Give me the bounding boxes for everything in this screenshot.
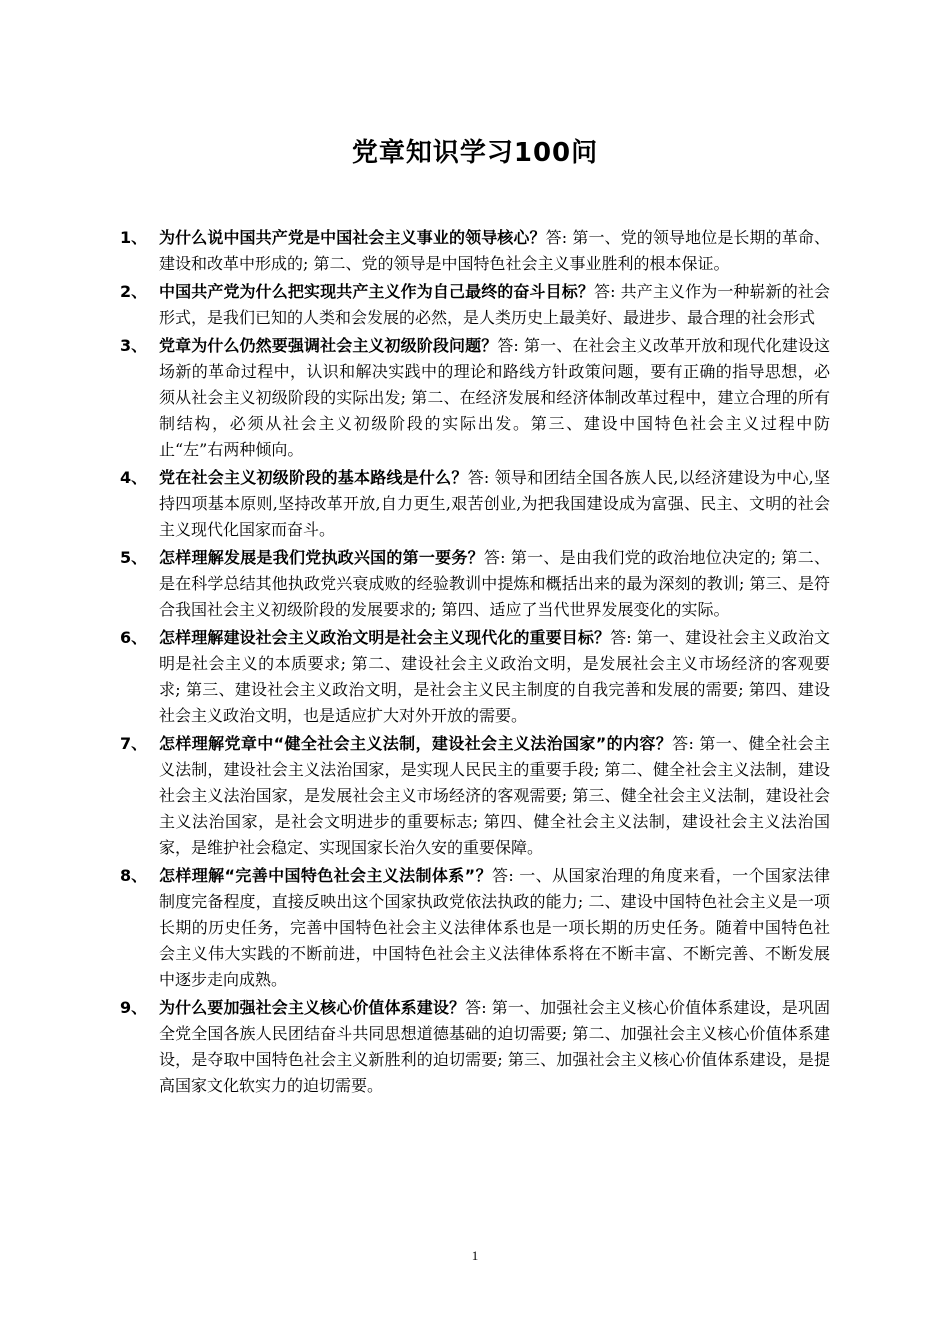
- item-number: 3、: [120, 336, 148, 355]
- answer: 答: 第一、健全社会主义法制，建设社会主义法治国家，是实现人民民主的重要手段; 第二、健全社会主义法制，建设社会主义法治国家，是发展社会主义市场经济的客观需要; 第三、健全社会主义法制，建设社会主义法治国家，是社会文明进步的重要标志; 第四、健全社会主义法制，建设社会主义法治国家，是维护社会稳定、实现国家长治久安的重要保障。: [159, 734, 830, 857]
- qa-item: [120, 225, 830, 277]
- question: 为什么说中国共产党是中国社会主义事业的领导核心？: [159, 228, 546, 247]
- item-number: 2、: [120, 282, 148, 301]
- qa-item: [120, 995, 830, 1099]
- qa-list: [120, 225, 830, 1101]
- question: 党在社会主义初级阶段的基本路线是什么？: [159, 468, 468, 487]
- answer: 答: 共产主义作为一种崭新的社会形式，是我们已知的人类和会发展的必然，是人类历史上最美好、最进步、最合理的社会形式: [159, 282, 830, 327]
- question: 党章为什么仍然要强调社会主义初级阶段问题？: [159, 336, 498, 355]
- qa-item: [120, 731, 830, 861]
- document-title: 党章知识学习100问: [351, 138, 599, 168]
- qa-item: [120, 545, 830, 623]
- page-number: 1: [471, 1248, 479, 1263]
- question: 怎样理解发展是我们党执政兴国的第一要务？: [159, 548, 484, 567]
- answer: 答: 第一、党的领导地位是长期的革命、建设和改革中形成的; 第二、党的领导是中国特色社会主义事业胜利的根本保证。: [159, 228, 830, 273]
- item-number: 4、: [120, 468, 148, 487]
- answer: 答: 第一、在社会主义改革开放和现代化建设这场新的革命过程中，认识和解决实践中的理论和路线方针政策问题，要有正确的指导思想，必须从社会主义初级阶段的实际出发; 第二、在经济发展和经济体制改革过程中，建立合理的所有制结构，必须从社会主义初级阶段的实际出发。第三、建设中国特色社会主义过程中防止“左”右两种倾向。: [159, 336, 830, 459]
- answer: 答: 第一、是由我们党的政治地位决定的; 第二、是在科学总结其他执政党兴衰成败的经验教训中提炼和概括出来的最为深刻的教训; 第三、是符合我国社会主义初级阶段的发展要求的; 第四、适应了当代世界发展变化的实际。: [159, 548, 830, 619]
- question: 为什么要加强社会主义核心价值体系建设？: [159, 998, 466, 1017]
- question: 中国共产党为什么把实现共产主义作为自己最终的奋斗目标？: [159, 282, 594, 301]
- answer: 答: 领导和团结全国各族人民,以经济建设为中心,坚持四项基本原则,坚持改革开放,自力更生,艰苦创业,为把我国建设成为富强、民主、文明的社会主义现代化国家而奋斗。: [159, 468, 830, 539]
- question: 怎样理解建设社会主义政治文明是社会主义现代化的重要目标？: [159, 628, 611, 647]
- item-number: 7、: [120, 734, 148, 753]
- item-number: 6、: [120, 628, 148, 647]
- qa-item: [120, 279, 830, 331]
- answer: 答: 第一、建设社会主义政治文明是社会主义的本质要求; 第二、建设社会主义政治文明，是发展社会主义市场经济的客观要求; 第三、建设社会主义政治文明，是社会主义民主制度的自我完善和发展的需要; 第四、建设社会主义政治文明，也是适应扩大对外开放的需要。: [159, 628, 830, 725]
- answer: 答: 一、从国家治理的角度来看，一个国家法律制度完备程度，直接反映出这个国家执政党依法执政的能力; 二、建设中国特色社会主义是一项长期的历史任务，完善中国特色社会主义法律体系也是一项长期的历史任务。随着中国特色社会主义伟大实践的不断前进，中国特色社会主义法律体系将在不断丰富、不断完善、不断发展中逐步走向成熟。: [159, 866, 830, 989]
- qa-item: [120, 333, 830, 463]
- question: 怎样理解“完善中国特色社会主义法制体系”？: [159, 866, 492, 885]
- item-number: 8、: [120, 866, 148, 885]
- question: 怎样理解党章中“健全社会主义法制，建设社会主义法治国家”的内容？: [159, 734, 673, 753]
- item-number: 5、: [120, 548, 148, 567]
- item-number: 1、: [120, 228, 148, 247]
- qa-item: [120, 625, 830, 729]
- qa-item: [120, 863, 830, 993]
- answer: 答: 第一、加强社会主义核心价值体系建设，是巩固全党全国各族人民团结奋斗共同思想道德基础的迫切需要; 第二、加强社会主义核心价值体系建设，是夺取中国特色社会主义新胜利的迫切需要; 第三、加强社会主义核心价值体系建设，是提高国家文化软实力的迫切需要。: [159, 998, 830, 1095]
- item-number: 9、: [120, 998, 148, 1017]
- qa-item: [120, 465, 830, 543]
